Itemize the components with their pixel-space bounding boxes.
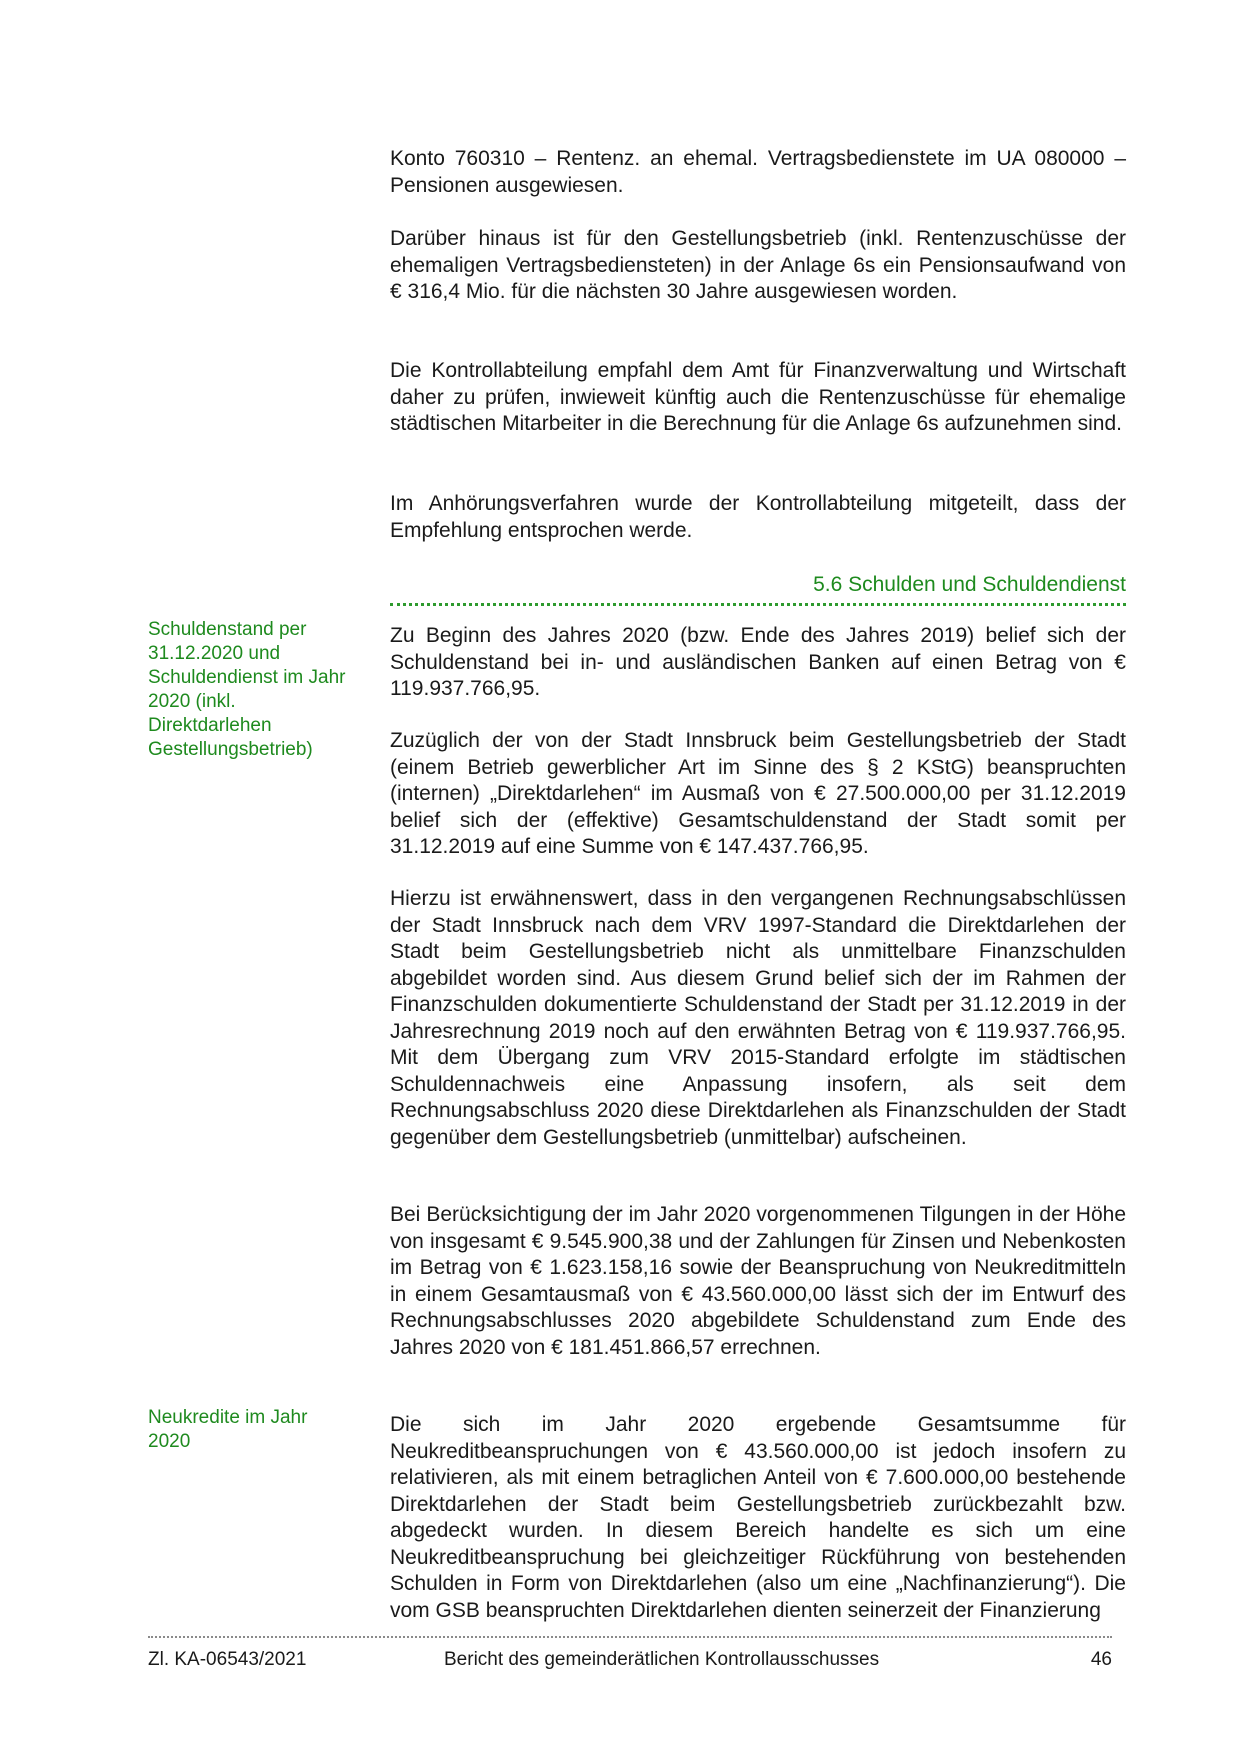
body-paragraph: Bei Berücksichtigung der im Jahr 2020 vorgenommenen Tilgungen in der Höhe von insgesamt € 9.545.900,38 und der Zahlungen für Zinsen und Nebenkosten im Betrag von € 1.623.158,16 sowie der Beanspruchung von Neukreditmitteln in einem Gesamtausmaß von € 43.560.000,00 lässt sich der im Entwurf des Rechnungsabschlusses 2020 abgebildete Schuldenstand zum Ende des Jahres 2020 von € 181.451.866,57 errechnen. <box>390 1203 1126 1359</box>
paragraph-neukredite <box>390 1412 1126 1624</box>
margin-note-schuldenstand: Schuldenstand per 31.12.2020 und Schuldendienst im Jahr 2020 (inkl. Direktdarlehen Gestellungsbetrieb) <box>148 619 346 760</box>
footer-title: Bericht des gemeinderätlichen Kontrollausschusses <box>444 1649 880 1670</box>
paragraph-vrv-standard <box>390 886 1126 1151</box>
paragraph-direktdarlehen <box>390 728 1126 861</box>
body-paragraph: Im Anhörungsverfahren wurde der Kontrollabteilung mitgeteilt, dass der Empfehlung entsprochen werde. <box>390 492 1126 542</box>
paragraph-pensionsaufwand <box>390 226 1126 306</box>
paragraph-konto <box>390 146 1126 199</box>
body-paragraph: Hierzu ist erwähnenswert, dass in den vergangenen Rechnungsabschlüssen der Stadt Innsbruck nach dem VRV 1997-Standard die Direktdarlehen der Stadt beim Gestellungsbetrieb nicht als unmittelbare Finanzschulden abgebildet worden sind. Aus diesem Grund belief sich der im Rahmen der Finanzschulden dokumentierte Schuldenstand der Stadt per 31.12.2019 in der Jahresrechnung 2019 noch auf den erwähnten Betrag von € 119.937.766,95. Mit dem Übergang zum VRV 2015-Standard erfolgte im städtischen Schuldennachweis eine Anpassung insofern, als seit dem Rechnungsabschluss 2020 diese Direktdarlehen als Finanzschulden der Stadt gegenüber dem Gestellungsbetrieb (unmittelbar) aufscheinen. <box>390 887 1126 1149</box>
section-heading: 5.6 Schulden und Schuldendienst <box>813 573 1126 596</box>
paragraph-anhoerung <box>390 491 1126 544</box>
paragraph-empfehlung <box>390 358 1126 438</box>
body-paragraph: Zuzüglich der von der Stadt Innsbruck beim Gestellungsbetrieb der Stadt (einem Betrieb gewerblicher Art im Sinne des § 2 KStG) beanspruchten (internen) „Direktdarlehen“ im Ausmaß von € 27.500.000,00 per 31.12.2019 belief sich der (effektive) Gesamtschuldenstand der Stadt somit per 31.12.2019 auf eine Summe von € 147.437.766,95. <box>390 729 1126 858</box>
body-paragraph: Zu Beginn des Jahres 2020 (bzw. Ende des Jahres 2019) belief sich der Schuldenstand bei in- und ausländischen Banken auf einen Betrag von € 119.937.766,95. <box>390 624 1126 700</box>
footer-divider <box>148 1636 1112 1638</box>
section-divider <box>390 603 1126 606</box>
paragraph-tilgungen <box>390 1202 1126 1361</box>
margin-note-neukredite: Neukredite im Jahr 2020 <box>148 1407 308 1452</box>
body-paragraph: Darüber hinaus ist für den Gestellungsbetrieb (inkl. Rentenzuschüsse der ehemaligen Vertragsbediensteten) in der Anlage 6s ein Pensionsaufwand von € 316,4 Mio. für die nächsten 30 Jahre ausgewiesen worden. <box>390 227 1126 303</box>
page-number: 46 <box>1090 1649 1112 1670</box>
body-paragraph: Die sich im Jahr 2020 ergebende Gesamtsumme für Neukreditbeanspruchungen von € 43.560.000,00 ist jedoch insofern zu relativieren, als mit einem betraglichen Anteil von € 7.600.000,00 bestehende Direktdarlehen der Stadt beim Gestellungsbetrieb zurückbezahlt bzw. abgedeckt wurden. In diesem Bereich handelte es sich um eine Neukreditbeanspruchung bei gleichzeitiger Rückführung von bestehenden Schulden in Form von Direktdarlehen (also um eine „Nachfinanzierung“). Die vom GSB beanspruchten Direktdarlehen dienten seinerzeit der Finanzierung <box>390 1413 1126 1622</box>
footer-reference: Zl. KA-06543/2021 <box>148 1649 307 1670</box>
body-paragraph: Die Kontrollabteilung empfahl dem Amt für Finanzverwaltung und Wirtschaft daher zu prüfen, inwieweit künftig auch die Rentenzuschüsse für ehemalige städtischen Mitarbeiter in die Berechnung für die Anlage 6s aufzunehmen sind. <box>390 359 1126 435</box>
body-paragraph: Konto 760310 – Rentenz. an ehemal. Vertragsbedienstete im UA 080000 – Pensionen ausgewiesen. <box>390 147 1126 197</box>
paragraph-schuldenstand-beginn <box>390 623 1126 703</box>
